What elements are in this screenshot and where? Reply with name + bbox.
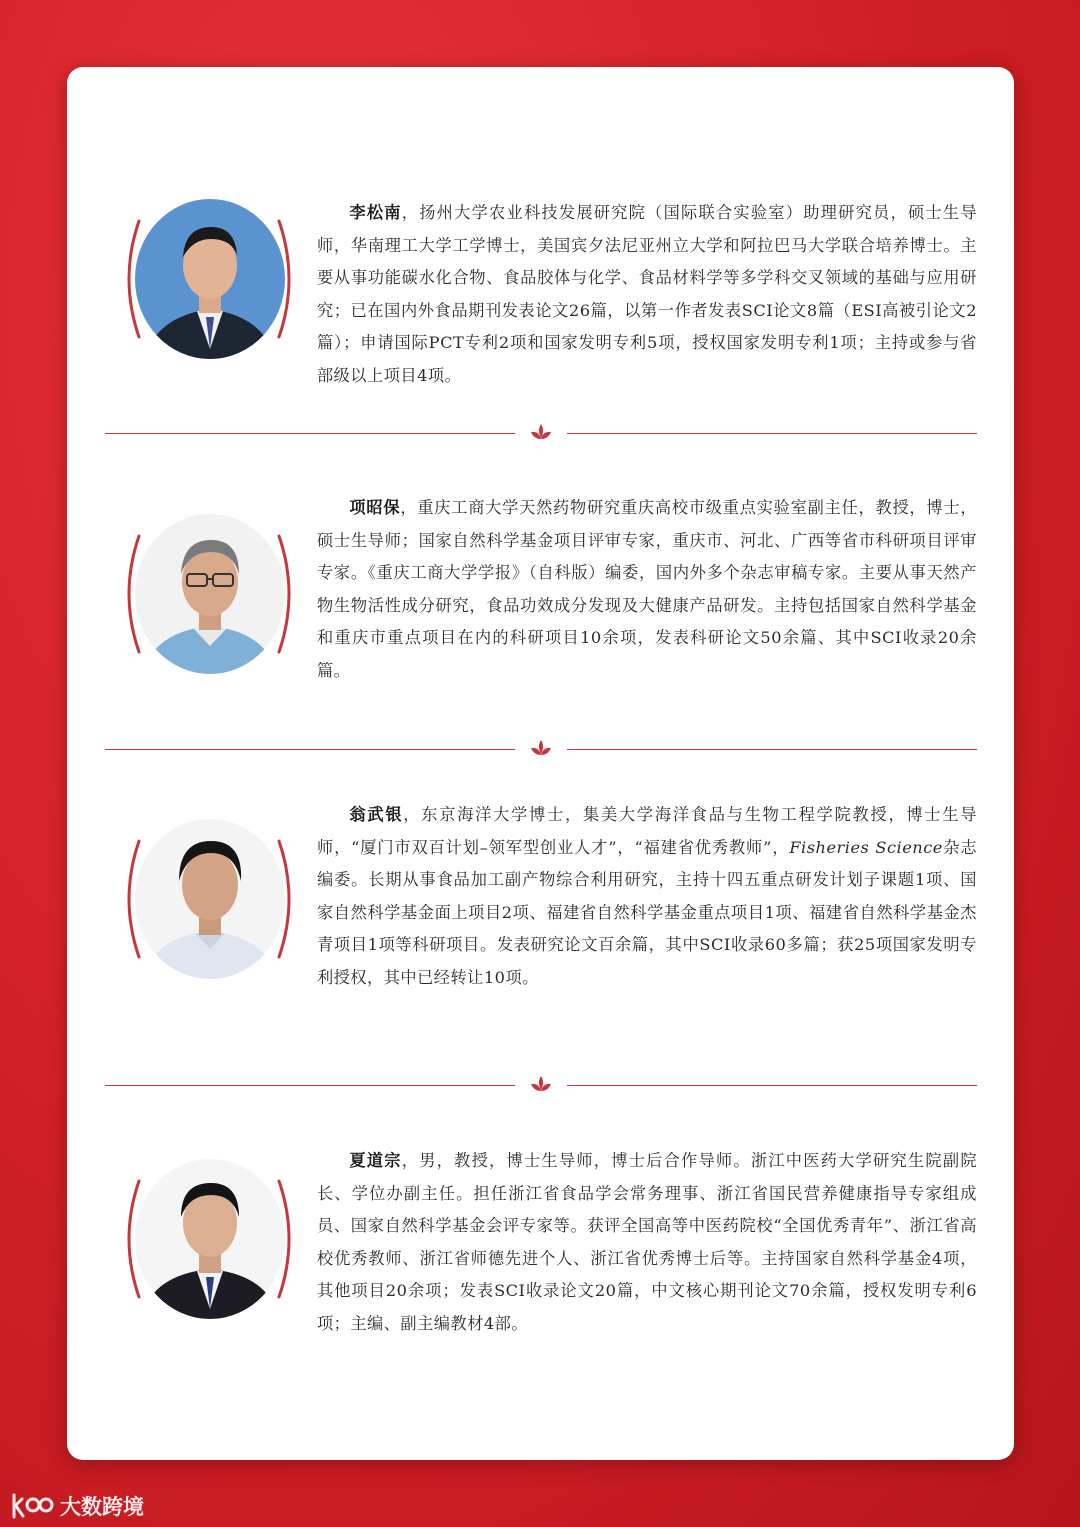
watermark (10, 1490, 144, 1522)
bio-text (317, 492, 977, 688)
person-name: 翁武银 (349, 805, 404, 824)
bio-body: ，男，教授，博士生导师，博士后合作导师。浙江中医药大学研究生院副院长、学位办副主任。担任浙江省食品学会常务理事、浙江省国民营养健康指导专家组成员、国家自然科学基金会评专家等。获评全国高等中医药院校“全国优秀青年”、浙江省高校优秀教师、浙江省师德先进个人、浙江省优秀博士后等。主持国家自然科学基金4项，其他项目20余项；发表SCI收录论文20篇，中文核心期刊论文70余篇，授权发明专利6项；主编、副主编教材4部。 (317, 1151, 978, 1333)
bio-body-cont: 杂志编委。长期从事食品加工副产物综合利用研究，主持十四五重点研发计划子课题1项、国家自然科学基金面上项目2项、福建省自然科学基金重点项目1项、福建省自然科学基金杰青项目1项等科研项目。发表研究论文百余篇，其中SCI收录60多篇；获25项国家发明专利授权，其中已经转让10项。 (317, 837, 978, 987)
lotus-ornament-icon (528, 738, 554, 760)
bio-body: ，东京海洋大学博士，集美大学海洋食品与生物工程学院教授，博士生导师，“厦门市双百计划–领军型创业人才”，“福建省优秀教师”， (317, 805, 977, 857)
person-name: 李松南 (349, 203, 402, 222)
watermark-text: 大数跨境 (60, 1495, 144, 1519)
divider-line (105, 749, 515, 750)
kdo-logo-icon (10, 1491, 54, 1521)
bio-text (317, 799, 977, 995)
person-name: 夏道宗 (349, 1151, 402, 1170)
lotus-ornament-icon (528, 1074, 554, 1096)
avatar (135, 514, 285, 674)
profile-weng-wuyin (67, 799, 1014, 999)
journal-name: Fisheries Science (789, 837, 943, 857)
bio-text (317, 197, 977, 393)
portrait-frame (125, 1155, 293, 1323)
profile-li-songnan (67, 195, 1014, 395)
bio-body: ，重庆工商大学天然药物研究重庆高校市级重点实验室副主任，教授，博士，硕士生导师；国家自然科学基金项目评审专家，重庆市、河北、广西等省市科研项目评审专家。《重庆工商大学学报》（自科版）编委，国内外多个杂志审稿专家。主要从事天然产物生物活性成分研究，食品功效成分发现及大健康产品研发。主持包括国家自然科学基金和重庆市重点项目在内的科研项目10余项，发表科研论文50余篇、其中SCI收录20余篇。 (317, 498, 978, 680)
divider-line (567, 749, 977, 750)
bio-text (317, 1145, 977, 1341)
section-divider (105, 422, 977, 444)
portrait-frame (125, 510, 293, 678)
section-divider (105, 1074, 977, 1096)
profile-xia-daozong (67, 1145, 1014, 1345)
profile-card (67, 67, 1014, 1460)
lotus-ornament-icon (528, 422, 554, 444)
divider-line (105, 1085, 515, 1086)
portrait-frame (125, 815, 293, 983)
person-name: 项昭保 (349, 498, 401, 517)
divider-line (567, 433, 977, 434)
portrait-frame (125, 195, 293, 363)
avatar (135, 1159, 285, 1319)
bio-body: ，扬州大学农业科技发展研究院（国际联合实验室）助理研究员，硕士生导师，华南理工大学工学博士，美国宾夕法尼亚州立大学和阿拉巴马大学联合培养博士。主要从事功能碳水化合物、食品胶体与化学、食品材料学等多学科交叉领域的基础与应用研究；已在国内外食品期刊发表论文26篇，以第一作者发表SCI论文8篇（ESI高被引论文2篇）；申请国际PCT专利2项和国家发明专利5项，授权国家发明专利1项；主持或参与省部级以上项目4项。 (317, 203, 978, 385)
section-divider (105, 738, 977, 760)
profile-xiang-zhaobao (67, 492, 1014, 692)
divider-line (105, 433, 515, 434)
avatar (135, 199, 285, 359)
divider-line (567, 1085, 977, 1086)
avatar (135, 819, 285, 979)
